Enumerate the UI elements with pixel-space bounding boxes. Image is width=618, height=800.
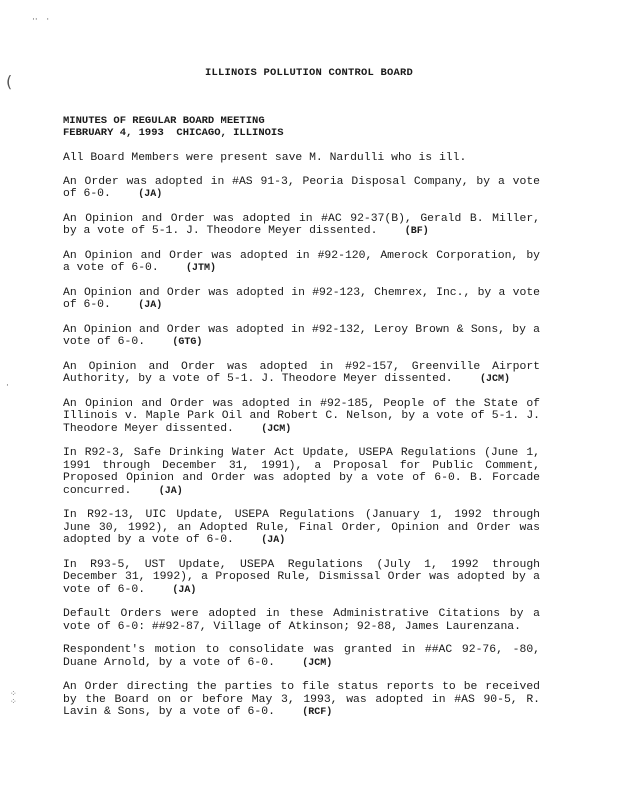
document-title: ILLINOIS POLLUTION CONTROL BOARD xyxy=(204,67,414,79)
paragraph-text: In R93-5, UST Update, USEPA Regulations (July 1, 1992 through December 31, 1992), a Proposed Rule, Dismissal Order was adopted by a vote of 6-0. xyxy=(63,558,540,596)
paragraph xyxy=(63,152,540,165)
paragraph-text: In R92-13, UIC Update, USEPA Regulations (January 1, 1992 through June 30, 1992), an Adopted Rule, Final Order, Opinion and Order was adopted by a vote of 6-0. xyxy=(63,509,540,546)
minutes-heading xyxy=(63,115,284,139)
paragraph-text: An Opinion and Order was adopted in #92-120, Amerock Corporation, by a vote of 6-0. xyxy=(63,249,540,274)
paragraph-text: An Opinion and Order was adopted in #92-185, People of the State of Illinois v. Maple Park Oil and Robert C. Nelson, by a vote of 5-1. J. Theodore Meyer dissented. xyxy=(63,397,540,435)
author-initials: (JA) xyxy=(138,300,163,311)
paragraph-text: All Board Members were present save M. Nardulli who is ill. xyxy=(63,152,467,164)
paragraph-text: In R92-3, Safe Drinking Water Act Update, USEPA Regulations (June 1, 1991 through December 31, 1991), a Proposal for Public Comment, Proposed Opinion and Order was adopted by a vote of 6-0. B. Forcade concurred. xyxy=(63,447,540,497)
paragraph xyxy=(63,447,540,498)
paragraph xyxy=(63,250,540,276)
paragraph xyxy=(63,608,540,633)
paragraph-text: An Opinion and Order was adopted in #92-157, Greenville Airport Authority, by a vote of 5-1. J. Theodore Meyer dissented. xyxy=(63,360,540,385)
paragraph-text: An Order directing the parties to file status reports to be received by the Board on or before May 3, 1993, was adopted in #AS 90-5, R. Lavin & Sons, by a vote of 6-0. xyxy=(63,681,540,718)
scan-speck: ·· · xyxy=(32,15,50,25)
author-initials: (BF) xyxy=(404,226,429,237)
heading-line-2: FEBRUARY 4, 1993 CHICAGO, ILLINOIS xyxy=(63,127,284,139)
paragraph xyxy=(63,681,540,720)
paragraph-text: An Opinion and Order was adopted in #92-123, Chemrex, Inc., by a vote of 6-0. xyxy=(63,286,540,311)
paragraph xyxy=(63,213,540,239)
paragraph xyxy=(63,509,540,548)
paragraph-text: Default Orders were adopted in these Administrative Citations by a vote of 6-0: ##92-87, Village of Atkinson; 92-88, James Laurenzana. xyxy=(63,608,540,633)
author-initials: (RCF) xyxy=(302,707,333,718)
minutes-body xyxy=(63,152,540,731)
margin-mark: ( xyxy=(6,72,13,91)
paragraph xyxy=(63,176,540,202)
paragraph xyxy=(63,644,540,670)
paragraph-text: An Opinion and Order was adopted in #AC 92-37(B), Gerald B. Miller, by a vote of 5-1. J. Theodore Meyer dissented. xyxy=(63,212,540,237)
author-initials: (JTM) xyxy=(186,263,217,274)
paragraph-text: An Order was adopted in #AS 91-3, Peoria Disposal Company, by a vote of 6-0. xyxy=(63,175,540,200)
author-initials: (JA) xyxy=(172,584,197,596)
paragraph-text: An Opinion and Order was adopted in #92-132, Leroy Brown & Sons, by a vote of 6-0. xyxy=(63,323,540,348)
margin-speck: · xyxy=(6,381,9,391)
author-initials: (JCM) xyxy=(479,374,510,385)
paragraph xyxy=(63,398,540,437)
margin-smudge: ⁘ ⁘ xyxy=(10,689,17,706)
author-initials: (JA) xyxy=(261,535,286,546)
paragraph xyxy=(63,361,540,387)
author-initials: (GTG) xyxy=(172,337,203,348)
author-initials: (JA) xyxy=(158,485,183,497)
author-initials: (JCM) xyxy=(302,657,333,669)
paragraph xyxy=(63,559,540,598)
paragraph xyxy=(63,324,540,350)
author-initials: (JCM) xyxy=(261,423,292,435)
paragraph xyxy=(63,287,540,313)
author-initials: (JA) xyxy=(138,189,163,200)
heading-line-1: MINUTES OF REGULAR BOARD MEETING xyxy=(63,115,265,127)
paragraph-text: Respondent's motion to consolidate was granted in ##AC 92-76, -80, Duane Arnold, by a vote of 6-0. xyxy=(63,644,540,669)
